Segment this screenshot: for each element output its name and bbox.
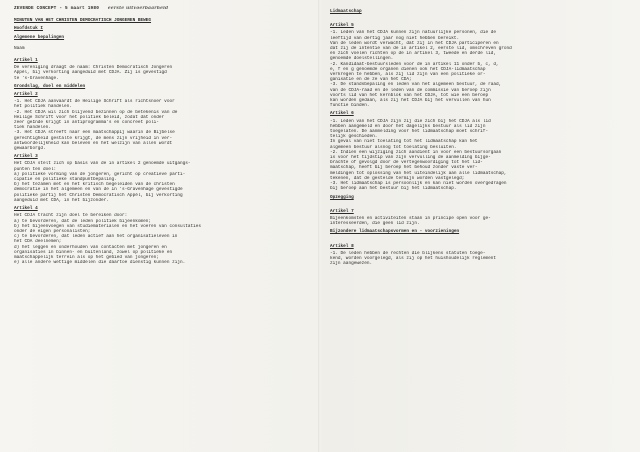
right-heading: Artikel 8 — [330, 243, 354, 249]
left-text-line: De vereniging draagt de naam: Christen Democratisch Jongeren — [14, 65, 173, 71]
right-heading: Lidmaatschap — [330, 9, 362, 14]
left-text-line: e) alle andere wettige middelen die daartoe dienstig kunnen zijn. — [14, 260, 186, 266]
left-text-line: cipatie en politieke standpuntbepaling. — [14, 177, 117, 183]
left-text-line: -1. Het CDJA aanvaardt de Heilige Schrift als richtsnoer voor — [14, 99, 175, 105]
right-text-line: zijn aangewezen. — [330, 261, 373, 267]
left-text-line: Het CDJA tracht zijn doel te bereiken door: — [14, 213, 128, 219]
right-text-line: -1. Leden van het CDJA zijn zij die zich bij het CDJA als lid — [330, 118, 491, 124]
right-text-line: interesseerden, die geen lid zijn. — [330, 221, 420, 227]
left-heading: Grondslag, doel en middelen — [14, 83, 86, 89]
right-spacer — [330, 202, 628, 206]
right-text-line: ganisatie en de ze van het CDA; — [330, 77, 412, 83]
right-text-line: genoemde doelstellingen. — [330, 56, 394, 62]
left-heading: Artikel 4 — [14, 206, 38, 212]
left-heading: Artikel 3 — [14, 154, 38, 160]
right-text-line: dat zij de intentie van de in artikel 2, eerste lid, omschreven grond — [330, 46, 512, 52]
left-text-line: politieke partij het Christen Democratisch Appèl, bij verkorting — [14, 192, 183, 198]
right-column — [330, 6, 628, 266]
right-text-line: van de CDJA-raad en de leden van de commissie van beroep zijn — [330, 87, 491, 93]
right-text-line: toegelaten. De aanmelding voor het lidmaatschap moet schrif- — [330, 129, 489, 135]
right-text-line: maatschap, heeft bij beroep het behoud zonder vaste ver- — [330, 165, 478, 171]
right-text-line: e, f en g genoemde organen dienen ook het CDJA-lidmaatschap — [330, 66, 486, 72]
left-text-line: Appèl, bij verkorting aangeduid met CDJA. Zij is gevestigd — [14, 70, 167, 76]
left-text-line: Het CDJA stelt zich op basis van de in artikel 2 genoemde uitgangs- — [14, 161, 191, 167]
right-text-line: kan worden gedaan, als zij het CDJA bij het vervullen van hun — [330, 98, 491, 104]
header-typed: ZEVENDE CONCEPT - 5 maart 1980 — [14, 6, 100, 11]
left-text-line: het politiek handelen. — [14, 104, 72, 110]
header-handwritten-note: eerste uitvoerbaarheid — [107, 6, 169, 11]
left-text-line: gerechtigheid gestalte krijgt, de mens zijn vrijheid in ver- — [14, 135, 173, 141]
right-text-line: algemeen bestuur alsnog tot toelating besluiten. — [330, 144, 457, 150]
right-text-line: In geval van niet toelating tot het lidmaatschap kan het — [330, 139, 478, 145]
left-text-line: antwoordelijkheid kan beleven en het welzijn van allen wordt — [14, 140, 173, 146]
left-text-line: het CDA deelnemen; — [14, 239, 62, 245]
left-text-line: tiek handelen. — [14, 125, 51, 131]
right-text-line: telijk geschieden. — [330, 134, 378, 140]
left-heading: Algemene bepalingen — [14, 34, 65, 40]
left-text-line: gewaarborgd. — [14, 146, 46, 152]
left-text-line: d) het leggen en onderhouden van contacten met jongeren en — [14, 244, 167, 250]
right-text-block — [330, 9, 628, 266]
left-text-line: aangeduid met CDA, in het bijzonder. — [14, 197, 109, 203]
left-heading: Artikel 2 — [14, 92, 38, 98]
right-text-line: -1. Leden van het CDJA kunnen zijn natuurlijke personen, die de — [330, 30, 496, 36]
right-spacer — [330, 237, 628, 241]
left-heading: Artikel 1 — [14, 58, 38, 64]
right-text-line: -2. Indien een wijziging zich aandient in voor een bestuursorgaan — [330, 149, 502, 155]
left-text-line: organisaties in binnen- en buitenland, zowel op politieke en — [14, 249, 173, 255]
right-text-line: -3. De standsbepaling en leden van het algemeen bestuur, de raad, — [330, 82, 502, 88]
left-text-line: -2. Het CDJA wil zich blijvend bezinnen op de betekenis van de — [14, 109, 178, 115]
right-text-line: -2. Kandidaat-bestuursleden voor de in artikel 11 onder b, c, d, — [330, 61, 499, 67]
right-text-line: en zich voelen richten op de in artikel 3, tweede en derde lid, — [330, 51, 496, 57]
right-text-line: is voor het tijdstip van zijn vervulling de aanmelding bijge- — [330, 155, 491, 161]
left-heading: MINUTEN VAN HET CHRISTEN DEMOCRATISCH JONGEREN BEWEG — [14, 18, 152, 24]
right-text-line: voorts lid van het kernblok van het CDJA, tot wie een beroep — [330, 92, 489, 98]
right-text-line: brachte of gevolgd door de vertegenwoordiging tot het lid- — [330, 160, 483, 166]
left-text-line: zeer geïnde krijgt in antiprogramma's en concreet poli- — [14, 120, 159, 126]
left-text-line: b) het bijeenvoegen van studiematerialen en het voeren van consultaties — [14, 223, 202, 229]
left-text-line: onder de eigen personalisten; — [14, 228, 91, 234]
right-text-line: functie binden. — [330, 103, 370, 109]
right-text-line: hebben aangemeld en door het dagelijks bestuur als lid zijn — [330, 123, 486, 129]
right-text-line: kend, worden voorgelegd, als zij op het huishoudelijk reglement — [330, 255, 496, 261]
left-text-line: democratie in het algemeen en van de in 's-Gravenhage gevestigde — [14, 187, 183, 193]
right-heading: Artikel 6 — [330, 111, 354, 117]
right-text-line: -1. De leden hebben de rechten die blijkens statuten toege- — [330, 250, 486, 256]
left-heading: Hoofdstuk I — [14, 26, 43, 32]
right-spacer — [330, 16, 628, 20]
left-text-line: maatschappelijk terrein als op het gebied van jongeren; — [14, 254, 159, 260]
left-column — [14, 6, 314, 265]
left-text-line: a) politieke vorming van de jongeren, gericht op creatieve parti- — [14, 171, 186, 177]
left-spacer — [14, 51, 314, 55]
left-text-block — [14, 18, 314, 265]
left-text-line: a) te bevorderen, dat de leden politiek bijeenkomen; — [14, 218, 152, 224]
left-text-line: te 's-Gravenhage. — [14, 75, 59, 81]
left-text-line: punten ten doel: — [14, 166, 57, 172]
right-heading: Bijzondere lidmaatschapsvormen en - voorzieningen — [330, 229, 460, 235]
right-heading: Artikel 7 — [330, 208, 354, 214]
left-text-line: b) het tezamen met en het kritisch begeleiden van de christen — [14, 182, 175, 188]
right-text-line: Van de leden wordt verwacht, dat zij in het CDJA participeren en — [330, 40, 499, 46]
right-text-line: tekenen, dat de gestelde termijn worden vastgelegd; — [330, 175, 465, 181]
right-text-line: Bijeenkomsten en activiteiten staan in principe open voor ge- — [330, 215, 491, 221]
left-text-line: Naam — [14, 45, 25, 51]
left-text-line: c) te bevorderen, dat leden actief aan het organisatieleven in — [14, 234, 178, 240]
left-text-line: -3. Het CDJA streeft naar een maatschappij waarin de Bijbelse — [14, 130, 175, 136]
left-text-line: Heilige Schrift voor het politiek beleid, zodat dat onder — [14, 114, 165, 120]
right-heading: Opzegging — [330, 194, 354, 200]
right-text-line: -3. Het lidmaatschap is persoonlijk en kan niet worden overgedragen — [330, 181, 507, 187]
right-text-line: leeftijd van dertig jaar nog niet hebben bereikt. — [330, 35, 460, 41]
page-fold — [318, 0, 320, 452]
right-heading: Artikel 5 — [330, 23, 354, 29]
right-text-line: meldingen tot oplossing van het uiteindelijk aan alle lidmaatschap, — [330, 170, 507, 176]
right-text-line: bij beroep aan het bestuur bij het lidmaatschap. — [330, 186, 457, 192]
right-text-line: verkregen te hebben, als zij lid zijn van een politieke or- — [330, 72, 486, 78]
